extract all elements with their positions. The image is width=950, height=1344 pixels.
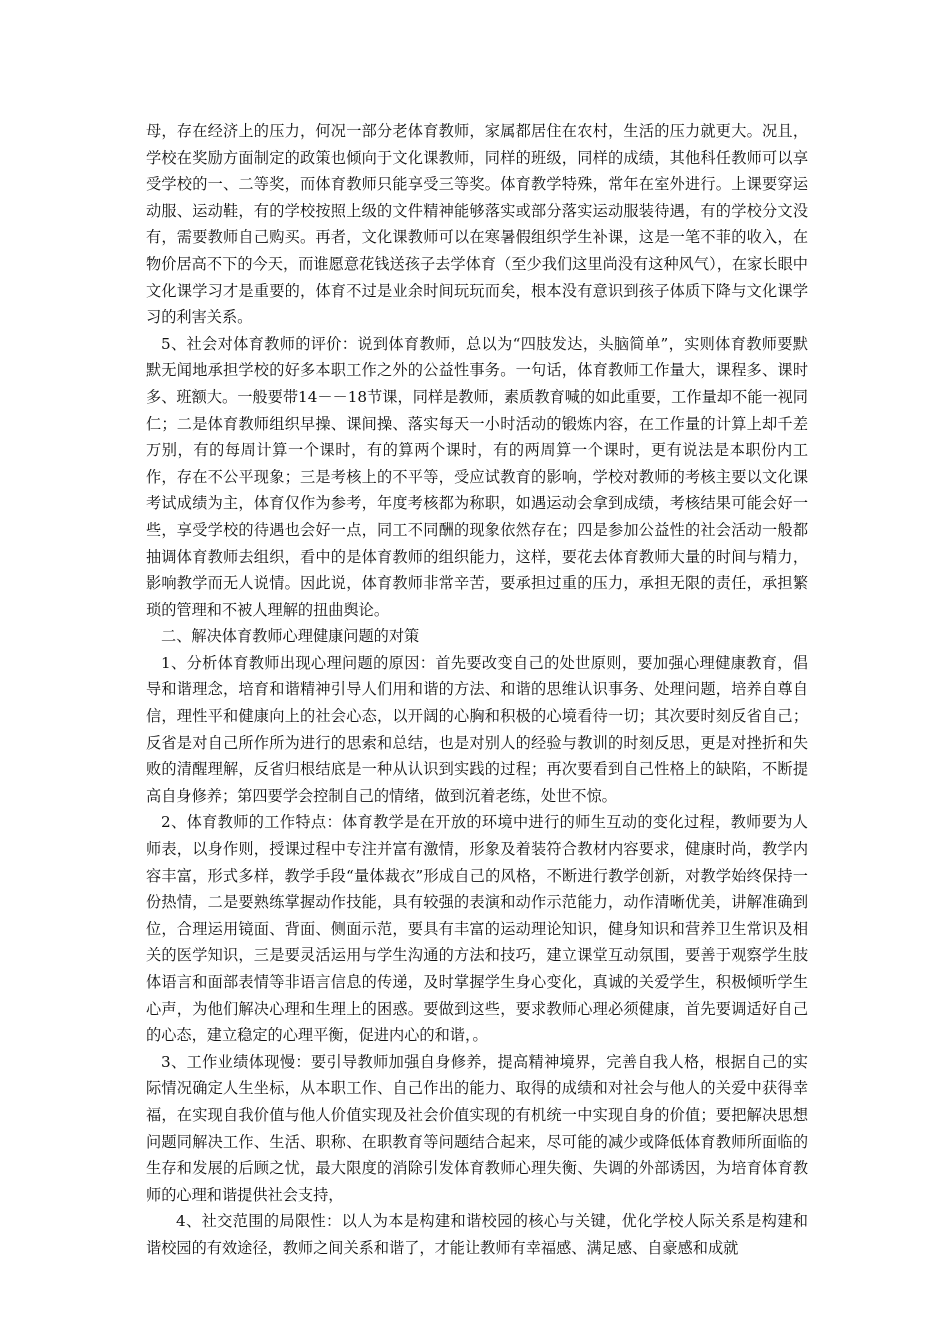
section-heading: 二、解决体育教师心理健康问题的对策 — [161, 627, 420, 646]
paragraph-item-2: 2、体育教师的工作特点：体育教学是在开放的环境中进行的师生互动的变化过程，教师要为人师表，以身作则，授课过程中专注并富有激情，形象及着装符合教材内容要求，健康时尚，教学内容丰富，形式多样，教学手段“量体裁衣”形成自己的风格，不断进行教学创新，对教学始终保持一份热情，二是要熟练掌握动作技能，具有较强的表演和动作示范能力，动作清晰优美，讲解准确到位，合理运用镜面、背面、侧面示范，要具有丰富的运动理论知识，健身知识和营养卫生常识及相关的医学知识，三是要灵活运用与学生沟通的方法和技巧，建立课堂互动氛围，要善于观察学生肢体语言和面部表情等非语言信息的传递，及时掌握学生身心变化，真诚的关爱学生，积极倾听学生心声，为他们解决心理和生理上的困惑。要做到这些，要求教师心理必须健康，首先要调适好自己的心态，建立稳定的心理平衡，促进内心的和谐，。 — [146, 813, 808, 1045]
paragraph-item-1: 1、分析体育教师出现心理问题的原因：首先要改变自己的处世原则，要加强心理健康教育，倡导和谐理念，培育和谐精神引导人们用和谐的方法、和谐的思维认识事务、处理问题，培养自尊自信，理性平和健康向上的社会心态，以开阔的心胸和积极的心境看待一切；其次要时刻反省自己；反省是对自己所作所为进行的思索和总结，也是对别人的经验与教训的时刻反思，更是对挫折和失败的清醒理解，反省归根结底是一种从认识到实践的过程；再次要看到自己性格上的缺陷，不断提高自身修养；第四要学会控制自己的情绪，做到沉着老练，处世不惊。 — [146, 653, 808, 805]
paragraph-item-5: 5、社会对体育教师的评价：说到体育教师，总以为“四肢发达，头脑简单”，实则体育教师要默默无闻地承担学校的好多本职工作之外的公益性事务。一句话，体育教师工作量大，课程多、课时多、班额大。一般要带14－－18节课，同样是教师，素质教育喊的如此重要，工作量却不能一视同仁；二是体育教师组织早操、课间操、落实每天一小时活动的锻炼内容，在工作量的计算上却千差万别，有的每周计算一个课时，有的算两个课时，有的两周算一个课时，更有说法是本职份内工作，存在不公平现象；三是考核上的不平等，受应试教育的影响，学校对教师的考核主要以文化课考试成绩为主，体育仅作为参考，年度考核都为称职，如遇运动会拿到成绩，考核结果可能会好一些，享受学校的待遇也会好一点，同工不同酬的现象依然存在；四是参加公益性的社会活动一般都抽调体育教师去组织，看中的是体育教师的组织能力，这样，要花去体育教师大量的时间与精力，影响教学而无人说情。因此说，体育教师非常辛苦，要承担过重的压力，承担无限的责任，承担繁琐的管理和不被人理解的扭曲舆论。 — [146, 334, 808, 619]
paragraph-continuation: 母，存在经济上的压力，何况一部分老体育教师，家属都居住在农村，生活的压力就更大。况且，学校在奖励方面制定的政策也倾向于文化课教师，同样的班级，同样的成绩，其他科任教师可以享受学校的一、二等奖，而体育教师只能享受三等奖。体育教学特殊，常年在室外进行。上课要穿运动服、运动鞋，有的学校按照上级的文件精神能够落实或部分落实运动服装待遇，有的学校分文没有，需要教师自己购买。再者，文化课教师可以在寒暑假组织学生补课，这是一笔不菲的收入，在物价居高不下的今天，而谁愿意花钱送孩子去学体育（至少我们这里尚没有这种风气），在家长眼中文化课学习才是重要的，体育不过是业余时间玩玩而矣，根本没有意识到孩子体质下降与文化课学习的利害关系。 — [146, 122, 808, 327]
document-body — [146, 118, 808, 1262]
paragraph-item-4: 4、社交范围的局限性：以人为本是构建和谐校园的核心与关键，优化学校人际关系是构建和谐校园的有效途径，教师之间关系和谐了，才能让教师有幸福感、满足感、自豪感和成就 — [146, 1212, 808, 1257]
paragraph-item-3: 3、工作业绩体现慢：要引导教师加强自身修养，提高精神境界，完善自我人格，根据自己的实际情况确定人生坐标，从本职工作、自己作出的能力、取得的成绩和对社会与他人的关爱中获得幸福，在实现自我价值与他人价值实现及社会价值实现的有机统一中实现自身的价值；要把解决思想问题同解决工作、生活、职称、在职教育等问题结合起来，尽可能的减少或降低体育教师所面临的生存和发展的后顾之忧，最大限度的消除引发体育教师心理失衡、失调的外部诱因，为培育体育教师的心理和谐提供社会支持， — [146, 1052, 808, 1204]
